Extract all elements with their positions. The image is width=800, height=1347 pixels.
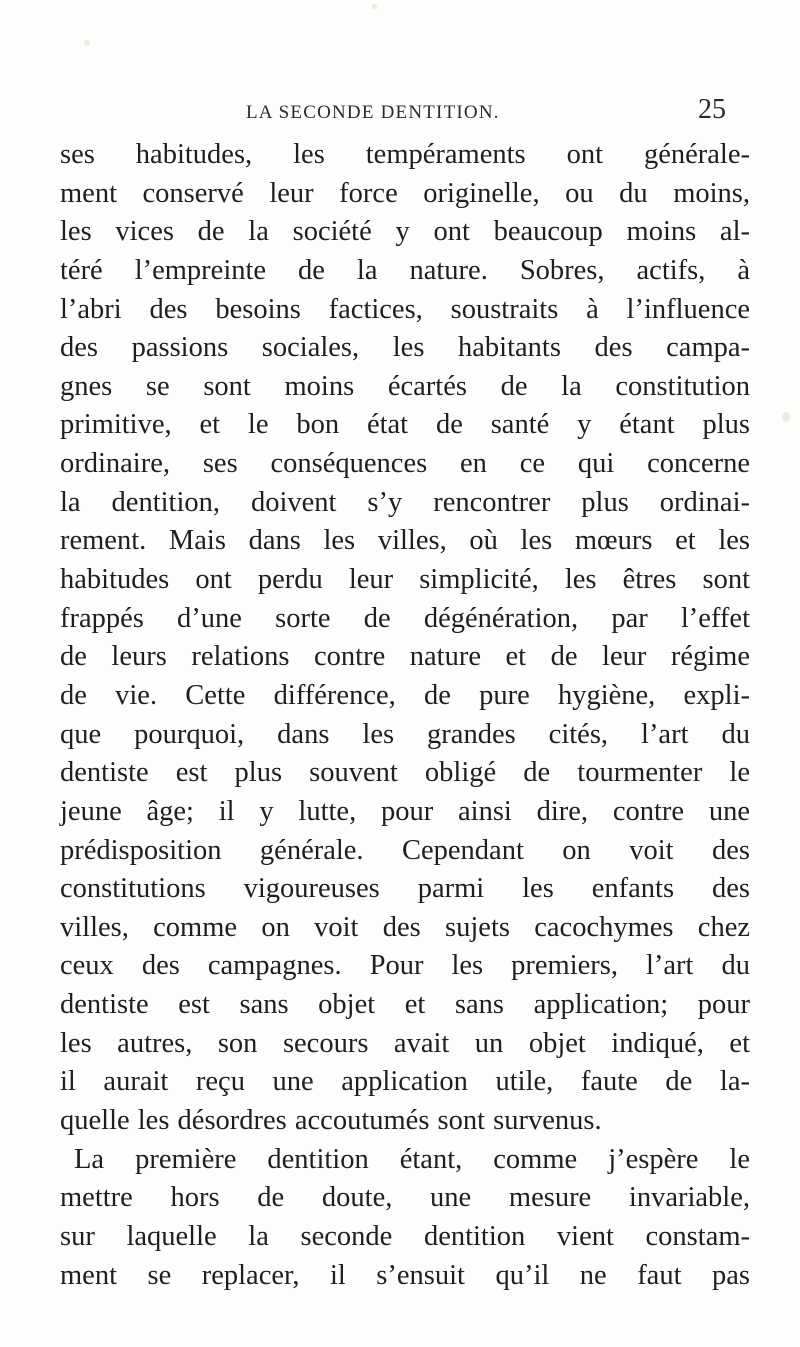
text-line: téré l’empreinte de la nature. Sobres, actifs, à	[60, 254, 750, 286]
page-header	[0, 94, 800, 134]
text-line: de vie. Cette différence, de pure hygiène, expli-	[60, 679, 750, 711]
text-line: frappés d’une sorte de dégénération, par l’effet	[60, 602, 750, 634]
text-line: villes, comme on voit des sujets cacochymes chez	[60, 911, 750, 943]
text-line: constitutions vigoureuses parmi les enfants des	[60, 873, 750, 905]
text-line: rement. Mais dans les villes, où les mœurs et les	[60, 525, 750, 557]
text-line: les autres, son secours avait un objet indiqué, et	[60, 1027, 750, 1059]
text-line: La première dentition étant, comme j’espère le	[74, 1143, 750, 1175]
text-line: primitive, et le bon état de santé y étant plus	[60, 409, 750, 441]
running-title: LA SECONDE DENTITION.	[246, 102, 500, 123]
paragraph	[60, 136, 750, 1141]
paragraph	[60, 1141, 750, 1296]
text-line: ment conservé leur force originelle, ou du moins,	[60, 177, 750, 209]
text-line: sur laquelle la seconde dentition vient constam-	[60, 1220, 750, 1252]
text-line: l’abri des besoins factices, soustraits à l’influence	[60, 293, 750, 325]
text-line: ordinaire, ses conséquences en ce qui concerne	[60, 448, 750, 480]
text-line: mettre hors de doute, une mesure invariable,	[60, 1182, 750, 1214]
text-line: dentiste est sans objet et sans application; pour	[60, 989, 750, 1021]
text-line: des passions sociales, les habitants des campa-	[60, 332, 750, 364]
text-line: ment se replacer, il s’ensuit qu’il ne faut pas	[60, 1259, 750, 1291]
text-line: gnes se sont moins écartés de la constitution	[60, 370, 750, 402]
paper-smudge	[782, 412, 790, 422]
text-line: de leurs relations contre nature et de leur régime	[60, 641, 750, 673]
text-line: ceux des campagnes. Pour les premiers, l’art du	[60, 950, 750, 982]
text-line: les vices de la société y ont beaucoup moins al-	[60, 216, 750, 248]
paper-smudge	[84, 40, 90, 46]
text-line: quelle les désordres accoutumés sont survenus.	[60, 1105, 602, 1137]
text-line: ses habitudes, les tempéraments ont générale-	[60, 139, 750, 170]
text-line: la dentition, doivent s’y rencontrer plus ordinai-	[60, 486, 750, 518]
text-line: habitudes ont perdu leur simplicité, les êtres sont	[60, 564, 750, 596]
text-line: dentiste est plus souvent obligé de tourmenter le	[60, 757, 750, 789]
text-line: jeune âge; il y lutte, pour ainsi dire, contre une	[60, 795, 750, 827]
text-line: que pourquoi, dans les grandes cités, l’art du	[60, 718, 750, 750]
paper-smudge	[372, 4, 377, 9]
text-line: prédisposition générale. Cependant on voit des	[60, 834, 750, 866]
page-number: 25	[698, 94, 726, 125]
text-line: il aurait reçu une application utile, faute de la-	[60, 1066, 750, 1098]
body-text	[60, 136, 750, 1295]
